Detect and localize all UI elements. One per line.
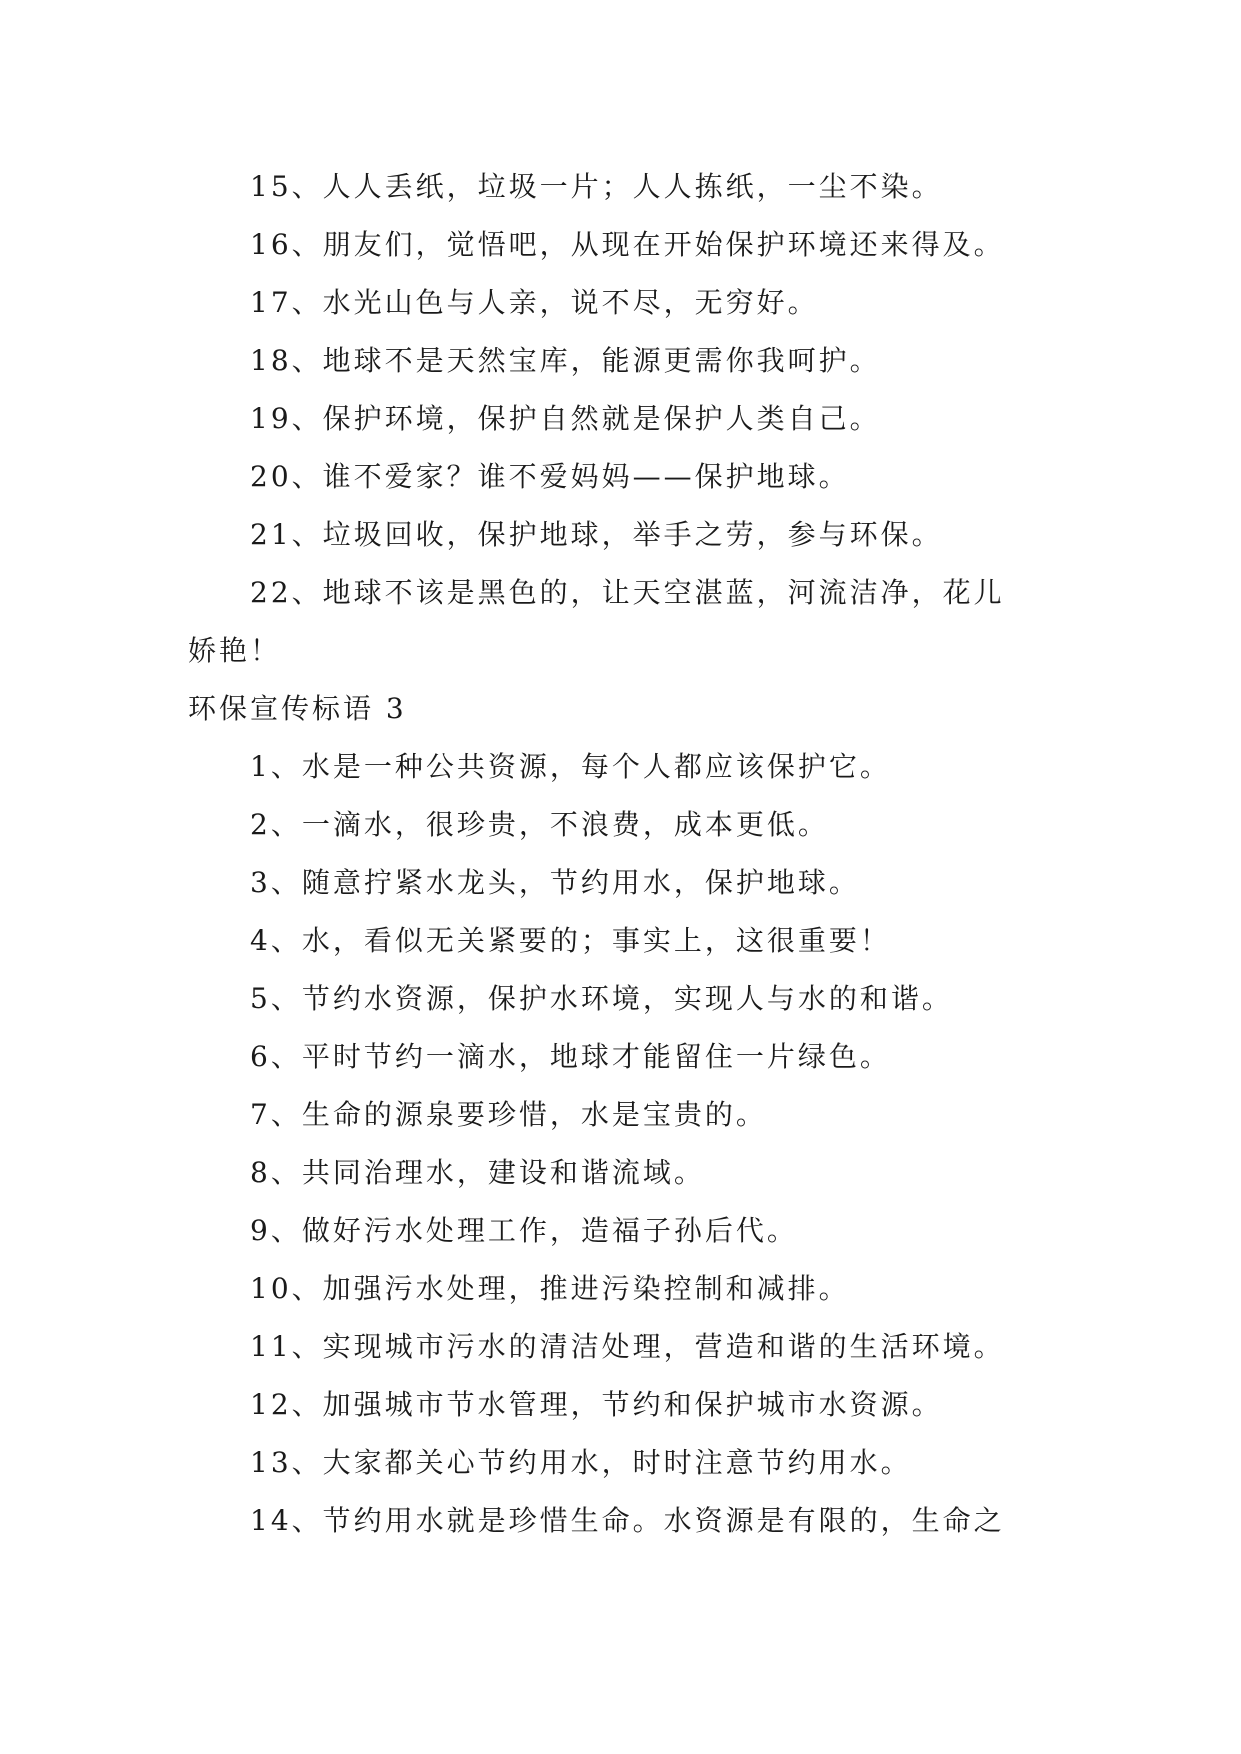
list-item: 8、共同治理水，建设和谐流域。: [250, 1156, 705, 1189]
list-item: 9、做好污水处理工作，造福子孙后代。: [250, 1214, 798, 1247]
list-item: 14、节约用水就是珍惜生命。水资源是有限的，生命之: [250, 1504, 1005, 1537]
list-item: 4、水，看似无关紧要的；事实上，这很重要！: [250, 924, 891, 957]
list-item: 13、大家都关心节约用水，时时注意节约用水。: [250, 1446, 912, 1479]
list-item: 17、水光山色与人亲，说不尽，无穷好。: [250, 286, 819, 319]
list-item: 7、生命的源泉要珍惜，水是宝贵的。: [250, 1098, 767, 1131]
list-item: 20、谁不爱家？谁不爱妈妈——保护地球。: [250, 460, 850, 493]
section-heading: 环保宣传标语 3: [188, 692, 407, 725]
list-item: 19、保护环境，保护自然就是保护人类自己。: [250, 402, 881, 435]
list-item: 5、节约水资源，保护水环境，实现人与水的和谐。: [250, 982, 953, 1015]
list-item: 15、人人丢纸，垃圾一片；人人拣纸，一尘不染。: [250, 170, 943, 203]
list-item: 21、垃圾回收，保护地球，举手之劳，参与环保。: [250, 518, 943, 551]
list-item: 6、平时节约一滴水，地球才能留住一片绿色。: [250, 1040, 891, 1073]
document-body: [188, 158, 1068, 1550]
list-item: 16、朋友们，觉悟吧，从现在开始保护环境还来得及。: [250, 228, 1005, 261]
list-item: 2、一滴水，很珍贵，不浪费，成本更低。: [250, 808, 829, 841]
list-item: 3、随意拧紧水龙头，节约用水，保护地球。: [250, 866, 860, 899]
list-item: 18、地球不是天然宝库，能源更需你我呵护。: [250, 344, 881, 377]
list-item-22-line2: 娇艳！: [188, 634, 282, 667]
list-item: 11、实现城市污水的清洁处理，营造和谐的生活环境。: [250, 1330, 1005, 1363]
list-item: 1、水是一种公共资源，每个人都应该保护它。: [250, 750, 891, 783]
list-item: 12、加强城市节水管理，节约和保护城市水资源。: [250, 1388, 943, 1421]
list-item: 10、加强污水处理，推进污染控制和减排。: [250, 1272, 850, 1305]
list-item-22-line1: 22、地球不该是黑色的，让天空湛蓝，河流洁净，花儿: [250, 576, 1005, 609]
